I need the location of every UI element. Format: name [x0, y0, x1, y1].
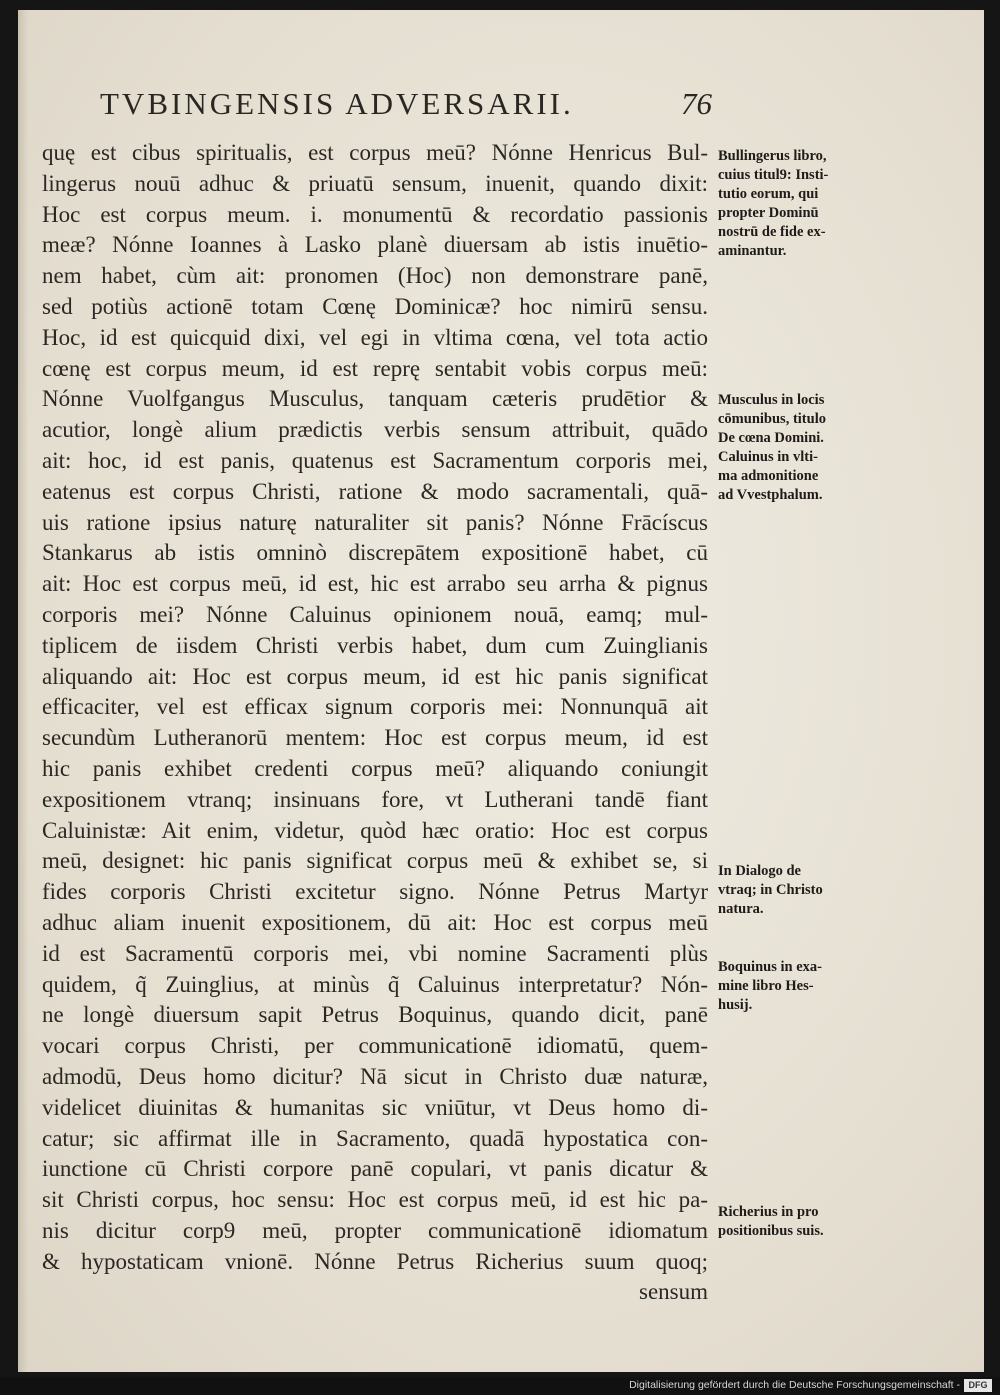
page-gutter-shadow — [18, 10, 28, 1372]
text-line: Stankarus ab istis omninò discrepātem expositionē habet, cū — [42, 540, 708, 566]
text-line: quę est cibus spiritualis, est corpus meū? Nónne Henricus Bul- — [42, 140, 708, 165]
margin-note-line: In Dialogo de — [718, 863, 801, 879]
text-line: uis ratione ipsius naturę naturaliter sit panis? Nónne Frācíscus — [42, 509, 708, 535]
text-line: cœnę est corpus meum, id est reprę sentabit vobis corpus meū: — [42, 355, 708, 381]
margin-note-line: tutio eorum, qui — [718, 186, 819, 202]
text-line: Hoc est corpus meum. i. monumentū & recordatio passionis — [42, 201, 708, 227]
text-line: nis dicitur corp9 meū, propter communicationē idiomatum — [42, 1217, 708, 1243]
page-number: 76 — [681, 86, 712, 121]
text-line: secundùm Lutheranorū mentem: Hoc est corpus meum, id est — [42, 725, 708, 751]
margin-note-line: mine libro Hes- — [718, 978, 814, 994]
text-line: sed potiùs actionē totam Cœnę Dominicæ? hoc nimirū sensu. — [42, 293, 708, 319]
text-line: lingerus nouū adhuc & priuatū sensum, inuenit, quando dixit: — [42, 170, 708, 196]
margin-note-line: Bullingerus libro, — [718, 148, 827, 164]
text-line: meæ? Nónne Ioannes à Lasko planè diuersam ab istis inuētio- — [42, 232, 708, 258]
running-head: TVBINGENSIS ADVERSARII. — [100, 86, 574, 121]
text-line: nem habet, cùm ait: pronomen (Hoc) non demonstrare panē, — [42, 263, 708, 289]
margin-note — [718, 391, 870, 505]
margin-note-line: Musculus in locis — [718, 392, 825, 408]
dfg-logo: DFG — [964, 1379, 992, 1392]
text-line: videlicet diuinitas & humanitas sic vniūtur, vt Deus homo di- — [42, 1094, 708, 1120]
text-line: fides corporis Christi excitetur signo. Nónne Petrus Martyr — [42, 879, 708, 905]
margin-note-line: husij. — [718, 997, 753, 1013]
text-line: adhuc aliam inuenit expositionem, dū ait: Hoc est corpus meū — [42, 909, 708, 935]
text-line: expositionem vtranq; insinuans fore, vt Lutherani tandē fiant — [42, 786, 708, 812]
text-line: quidem, q̃ Zuinglius, at minùs q̃ Caluinus interpretatur? Nón- — [42, 971, 708, 997]
text-line: iunctione cū Christi corpore panē copulari, vt panis dicatur & — [42, 1156, 708, 1182]
margin-note-line: ma admonitione — [718, 468, 819, 484]
text-line: vocari corpus Christi, per communicationē idiomatū, quem- — [42, 1033, 708, 1059]
text-line: & hypostaticam vnionē. Nónne Petrus Richerius suum quoq; — [42, 1248, 708, 1274]
text-line: ne longè diuersum sapit Petrus Boquinus, quando dicit, panē — [42, 1002, 708, 1028]
text-line: efficaciter, vel est efficax signum corporis mei: Nonnunquā ait — [42, 694, 708, 720]
margin-note-line: Boquinus in exa- — [718, 959, 822, 975]
margin-note-line: natura. — [718, 901, 764, 917]
margin-note — [718, 1203, 870, 1241]
text-line: hic panis exhibet credenti corpus meū? aliquando coniungit — [42, 755, 708, 781]
text-line: Caluinistæ: Ait enim, videtur, quòd hæc oratio: Hoc est corpus — [42, 817, 708, 843]
text-line: ait: hoc, id est panis, quatenus est Sacramentum corporis mei, — [42, 447, 708, 473]
margin-note-line: De cœna Domini. — [718, 430, 824, 446]
text-line: aliquando ait: Hoc est corpus meum, id est hic panis significat — [42, 663, 708, 689]
margin-note-line: cōmunibus, titulo — [718, 411, 826, 427]
body-text — [42, 138, 708, 1308]
text-line: tiplicem de iisdem Christi verbis habet, dum cum Zuinglianis — [42, 632, 708, 658]
text-line: sit Christi corpus, hoc sensu: Hoc est corpus meū, id est hic pa- — [42, 1187, 708, 1213]
text-line: catur; sic affirmat ille in Sacramento, quadā hypostatica con- — [42, 1125, 708, 1151]
text-line: Nónne Vuolfgangus Musculus, tanquam cæteris prudētior & — [42, 386, 708, 412]
text-line: id est Sacramentū corporis mei, vbi nomine Sacramenti plùs — [42, 940, 708, 966]
margin-note-line: nostrū de fide ex- — [718, 224, 826, 240]
text-line: corporis mei? Nónne Caluinus opinionem nouā, eamq; mul- — [42, 601, 708, 627]
text-line: eatenus est corpus Christi, ratione & modo sacramentali, quā- — [42, 478, 708, 504]
margin-note-line: propter Dominū — [718, 205, 819, 221]
text-line: admodū, Deus homo dicitur? Nā sicut in Christo duæ naturæ, — [42, 1063, 708, 1089]
margin-note-line: Caluinus in vlti- — [718, 449, 818, 465]
margin-note — [718, 147, 870, 261]
page-header — [100, 82, 712, 126]
text-line: ait: Hoc est corpus meū, id est, hic est arrabo seu arrha & pignus — [42, 571, 708, 597]
margin-note-line: ad Vvestphalum. — [718, 487, 823, 503]
text-line: Hoc, id est quicquid dixi, vel egi in vltima cœna, vel tota actio — [42, 324, 708, 350]
footer-credit: Digitalisierung gefördert durch die Deutsche Forschungsgemeinschaft - — [629, 1379, 960, 1391]
text-line: meū, designet: hic panis significat corpus meū & exhibet se, si — [42, 848, 708, 874]
margin-note-line: Richerius in pro — [718, 1204, 819, 1220]
margin-note — [718, 862, 870, 919]
margin-note-line: cuius titul9: Insti- — [718, 167, 829, 183]
margin-note-line: vtraq; in Christo — [718, 882, 823, 898]
margin-note-line: positionibus suis. — [718, 1223, 824, 1239]
margin-note — [718, 958, 870, 1015]
margin-note-line: aminantur. — [718, 243, 787, 259]
text-line: acutior, longè alium prædictis verbis sensum attribuit, quādo — [42, 417, 708, 443]
text-line: sensum — [639, 1279, 708, 1305]
